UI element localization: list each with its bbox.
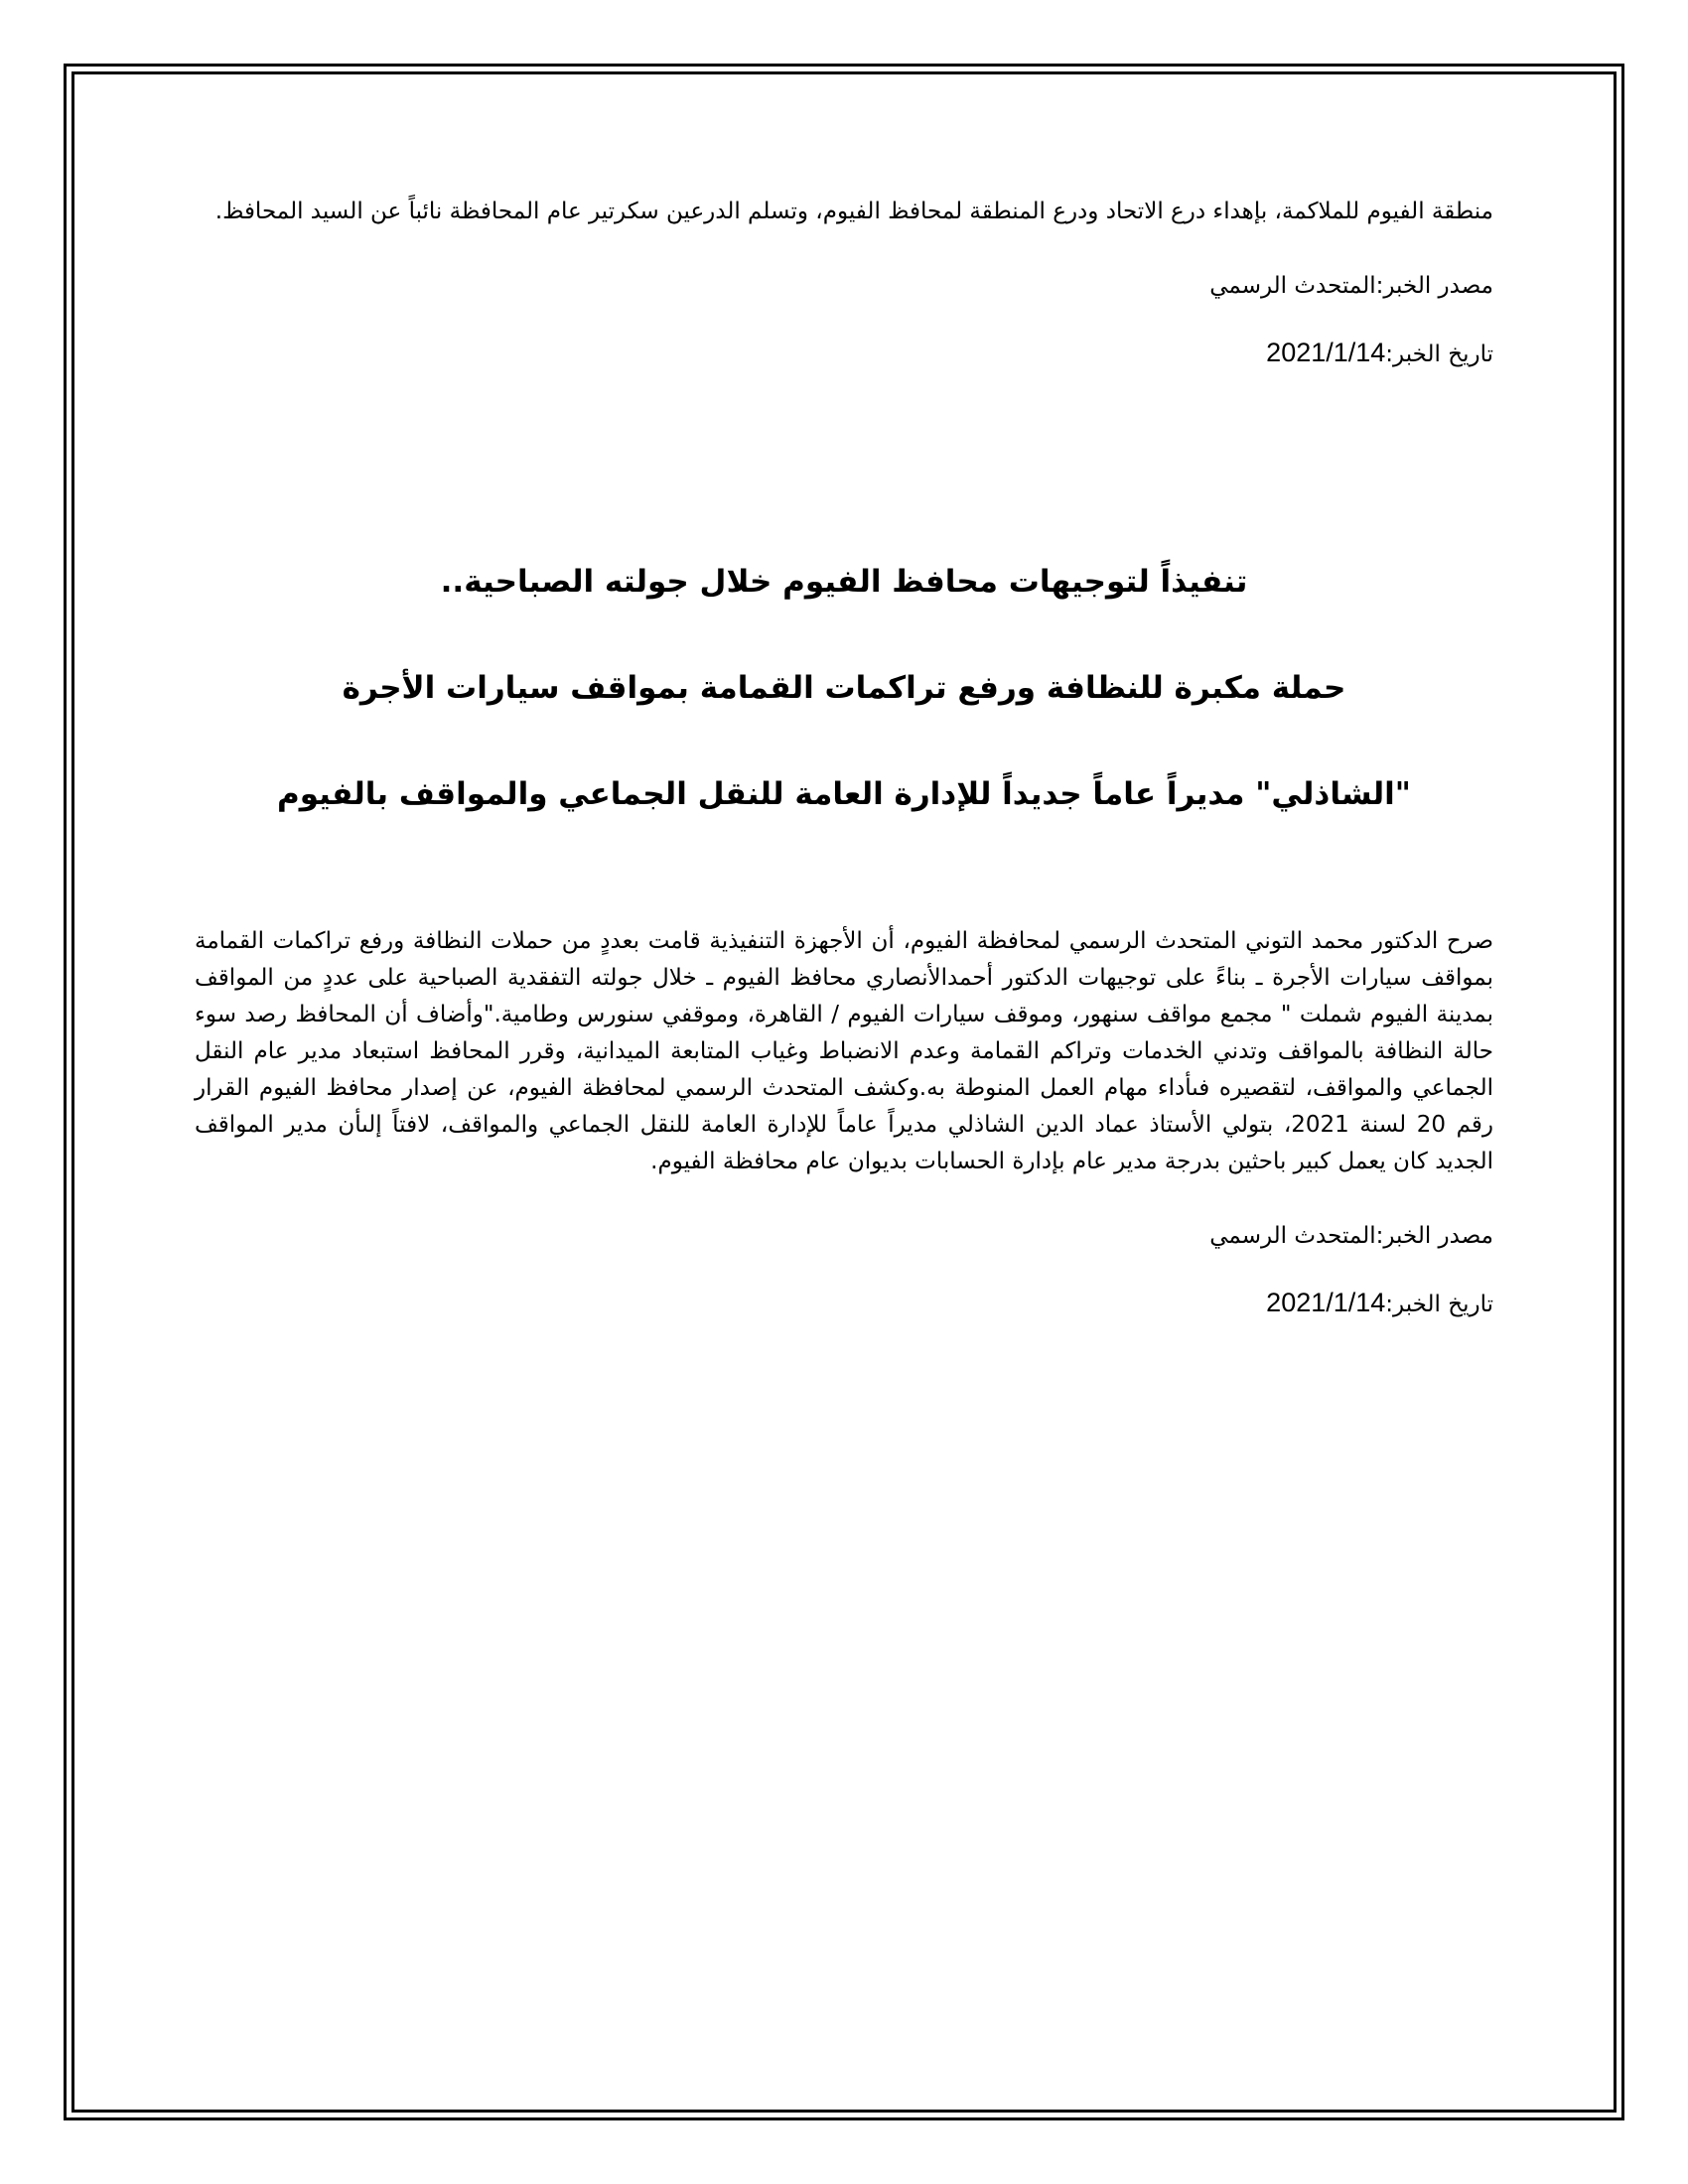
headline-3: "الشاذلي" مديراً عاماً جديداً للإدارة العامة للنقل الجماعي والمواقف بالفيوم [277, 776, 1411, 812]
date-label: تاريخ الخبر: [1385, 1292, 1493, 1317]
source-label: مصدر الخبر: [1375, 273, 1493, 299]
news-date-1 [195, 335, 1493, 373]
date-value: 2021/1/14 [1266, 338, 1386, 367]
date-label: تاريخ الخبر: [1385, 341, 1493, 367]
news-source-1 [195, 268, 1493, 305]
headline-1: تنفيذاً لتوجيهات محافظ الفيوم خلال جولته الصباحية.. [440, 564, 1248, 600]
document-body [195, 194, 1493, 1323]
source-value: المتحدث الرسمي [1209, 273, 1376, 299]
headline-2: حملة مكبرة للنظافة ورفع تراكمات القمامة بمواقف سيارات الأجرة [342, 670, 1346, 706]
news-paragraph-2: صرح الدكتور محمد التوني المتحدث الرسمي لمحافظة الفيوم، أن الأجهزة التنفيذية قامت بعددٍ من حملات النظافة ورفع تراكمات القمامة بمواقف سيارات الأجرة ـ بناءً على توجيهات الدكتور أحمدالأنصاري محافظ الفيوم ـ خلال جولته التفقدية الصباحية على عددٍ من المواقف بمدينة الفيوم شملت " مجمع مواقف سنهور، وموقف سيارات الفيوم / القاهرة، وموقفي سنورس وطامية."وأضاف أن المحافظ رصد سوء حالة النظافة بالمواقف وتدني الخدمات وتراكم القمامة وعدم الانضباط وغياب المتابعة الميدانية، وقرر المحافظ استبعاد مدير عام النقل الجماعي والمواقف، لتقصيره فىأداء مهام العمل المنوطة به.وكشف المتحدث الرسمي لمحافظة الفيوم، عن إصدار محافظ الفيوم القرار رقم 20 لسنة 2021، بتولي الأستاذ عماد الدين الشاذلي مديراً عاماً للإدارة العامة للنقل الجماعي والمواقف، لافتاً إلىأن مدير المواقف الجديد كان يعمل كبير باحثين بدرجة مدير عام بإدارة الحسابات بديوان عام محافظة الفيوم. [195, 928, 1493, 1174]
source-label: مصدر الخبر: [1375, 1223, 1493, 1249]
news-paragraph-1: منطقة الفيوم للملاكمة، بإهداء درع الاتحاد ودرع المنطقة لمحافظ الفيوم، وتسلم الدرعين سكرتير عام المحافظة نائباً عن السيد المحافظ. [214, 199, 1493, 224]
source-value: المتحدث الرسمي [1209, 1223, 1376, 1249]
news-date-2 [195, 1285, 1493, 1323]
news-source-2 [195, 1218, 1493, 1255]
date-value: 2021/1/14 [1266, 1288, 1386, 1317]
